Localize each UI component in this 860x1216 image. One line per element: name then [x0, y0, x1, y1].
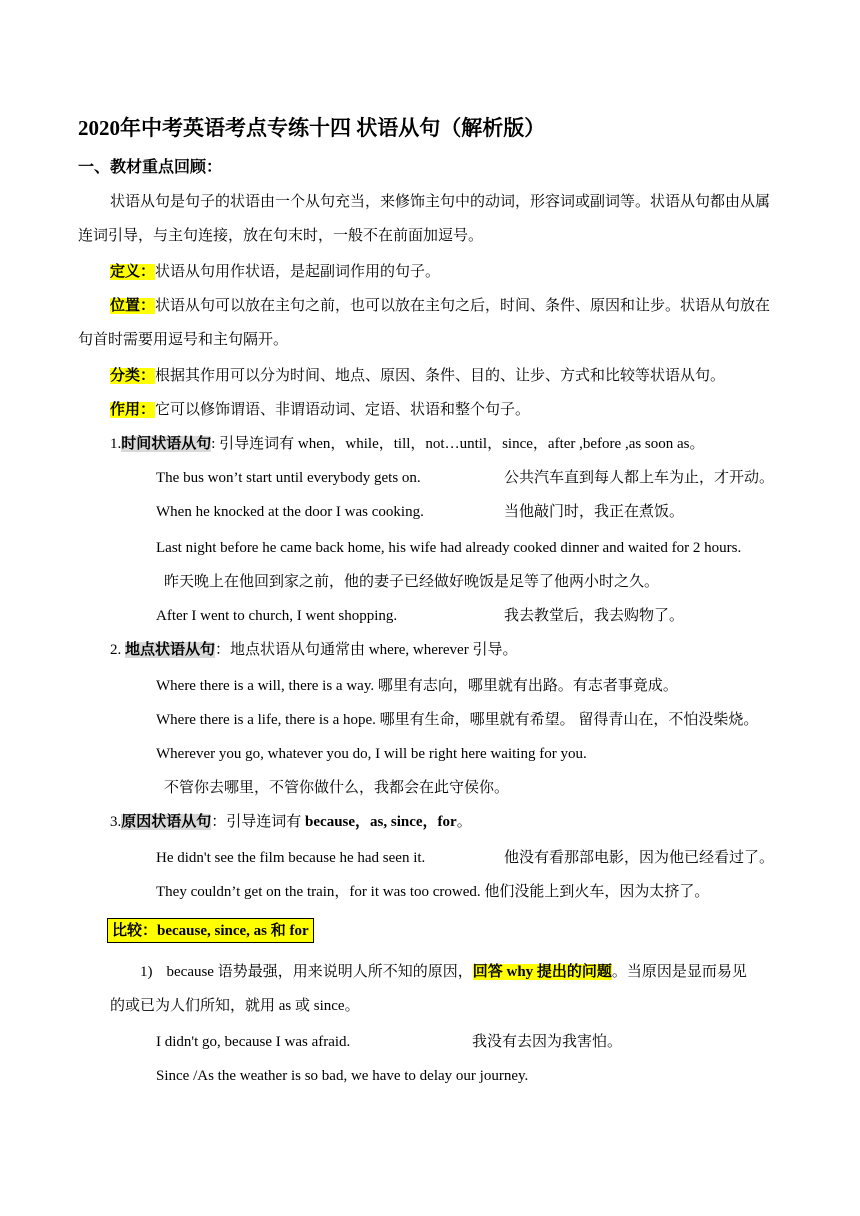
- intro-line-1: 状语从句是句子的状语由一个从句充当，来修饰主句中的动词，形容词或副词等。状语从句都由从属: [110, 194, 771, 210]
- time-example-1-zh: 公共汽车直到每人都上车为止，才开动。: [504, 470, 775, 486]
- position-line-2: 句首时需要用逗号和主句隔开。: [78, 332, 289, 348]
- function-line: [110, 400, 530, 420]
- intro-line-2: 连词引导，与主句连接，放在句末时，一般不在前面加逗号。: [78, 228, 484, 244]
- place-example-2: Where there is a life, there is a hope. 哪里有生命，哪里就有希望。 留得青山在，不怕没柴烧。: [156, 712, 759, 728]
- reason-example-1-zh: 他没有看那部电影，因为他已经看过了。: [504, 850, 775, 866]
- place-number: 2.: [110, 642, 125, 658]
- compare-box: 比较：because, since, as 和 for: [107, 918, 314, 943]
- place-example-3-zh: 不管你去哪里，不管你做什么，我都会在此守侯你。: [164, 780, 510, 796]
- time-example-1-en: The bus won’t start until everybody gets on.: [156, 470, 421, 486]
- definition-text: 状语从句用作状语，是起副词作用的句子。: [155, 264, 441, 280]
- time-example-4-zh: 我去教堂后，我去购物了。: [504, 608, 685, 624]
- definition-line: [110, 262, 440, 282]
- reason-example-2: They couldn’t get on the train，for it was too crowed. 他们没能上到火车，因为太挤了。: [156, 884, 710, 900]
- reason-text-post: 。: [456, 814, 472, 830]
- reason-example-1-en: He didn't see the film because he had seen it.: [156, 850, 426, 866]
- classification-line: [110, 366, 725, 386]
- page-title: 2020年中考英语考点专练十四 状语从句（解析版）: [78, 116, 546, 140]
- classification-text: 根据其作用可以分为时间、地点、原因、条件、目的、让步、方式和比较等状语从句。: [155, 368, 726, 384]
- compare-example-2: Since /As the weather is so bad, we have to delay our journey.: [156, 1068, 529, 1084]
- time-number: 1.: [110, 436, 122, 452]
- position-text: 状语从句可以放在主句之前，也可以放在主句之后，时间、条件、原因和让步。状语从句放在: [155, 298, 771, 314]
- place-example-3-en: Wherever you go, whatever you do, I will be right here waiting for you.: [156, 746, 587, 762]
- compare-item-1-highlight: 回答 why 提出的问题: [472, 964, 612, 980]
- reason-heading: [110, 812, 472, 832]
- time-label: 时间状语从句: [121, 436, 212, 452]
- place-label: 地点状语从句: [125, 642, 216, 658]
- reason-conjunctions: because，as, since，for: [305, 814, 457, 830]
- compare-item-1-number: 1): [140, 964, 153, 980]
- function-label: 作用：: [110, 402, 156, 418]
- time-example-4-en: After I went to church, I went shopping.: [156, 608, 398, 624]
- time-example-3-en: Last night before he came back home, his wife had already cooked dinner and waited for 2 hours.: [156, 540, 742, 556]
- time-example-3-zh: 昨天晚上在他回到家之前，他的妻子已经做好晚饭是足等了他两小时之久。: [164, 574, 660, 590]
- place-heading: [110, 640, 517, 660]
- definition-label: 定义：: [110, 264, 156, 280]
- reason-label: 原因状语从句: [121, 814, 212, 830]
- reason-number: 3.: [110, 814, 122, 830]
- place-example-1: Where there is a will, there is a way. 哪里有志向，哪里就有出路。有志者事竟成。: [156, 678, 678, 694]
- position-line-1: [110, 296, 770, 316]
- position-label: 位置：: [110, 298, 156, 314]
- reason-text-pre: ：引导连词有: [211, 814, 306, 830]
- time-heading: [110, 434, 705, 454]
- function-text: 它可以修饰谓语、非谓语动词、定语、状语和整个句子。: [155, 402, 531, 418]
- section-heading: 一、教材重点回顾：: [78, 159, 223, 176]
- compare-example-1-en: I didn't go, because I was afraid.: [156, 1034, 351, 1050]
- compare-item-1-post: 。当原因是显而易见: [611, 964, 747, 980]
- compare-item-1-pre: because 语势最强，用来说明人所不知的原因，: [166, 964, 473, 980]
- compare-item-1-line-2: 的或已为人们所知，就用 as 或 since。: [110, 998, 360, 1014]
- place-text: ：地点状语从句通常由 where, wherever 引导。: [215, 642, 518, 658]
- compare-example-1-zh: 我没有去因为我害怕。: [472, 1034, 623, 1050]
- classification-label: 分类：: [110, 368, 156, 384]
- time-example-2-en: When he knocked at the door I was cooking.: [156, 504, 424, 520]
- compare-item-1: [110, 962, 747, 982]
- time-text: : 引导连词有 when，while，till，not…until，since，after ,before ,as soon as。: [211, 436, 705, 452]
- time-example-2-zh: 当他敲门时，我正在煮饭。: [504, 504, 685, 520]
